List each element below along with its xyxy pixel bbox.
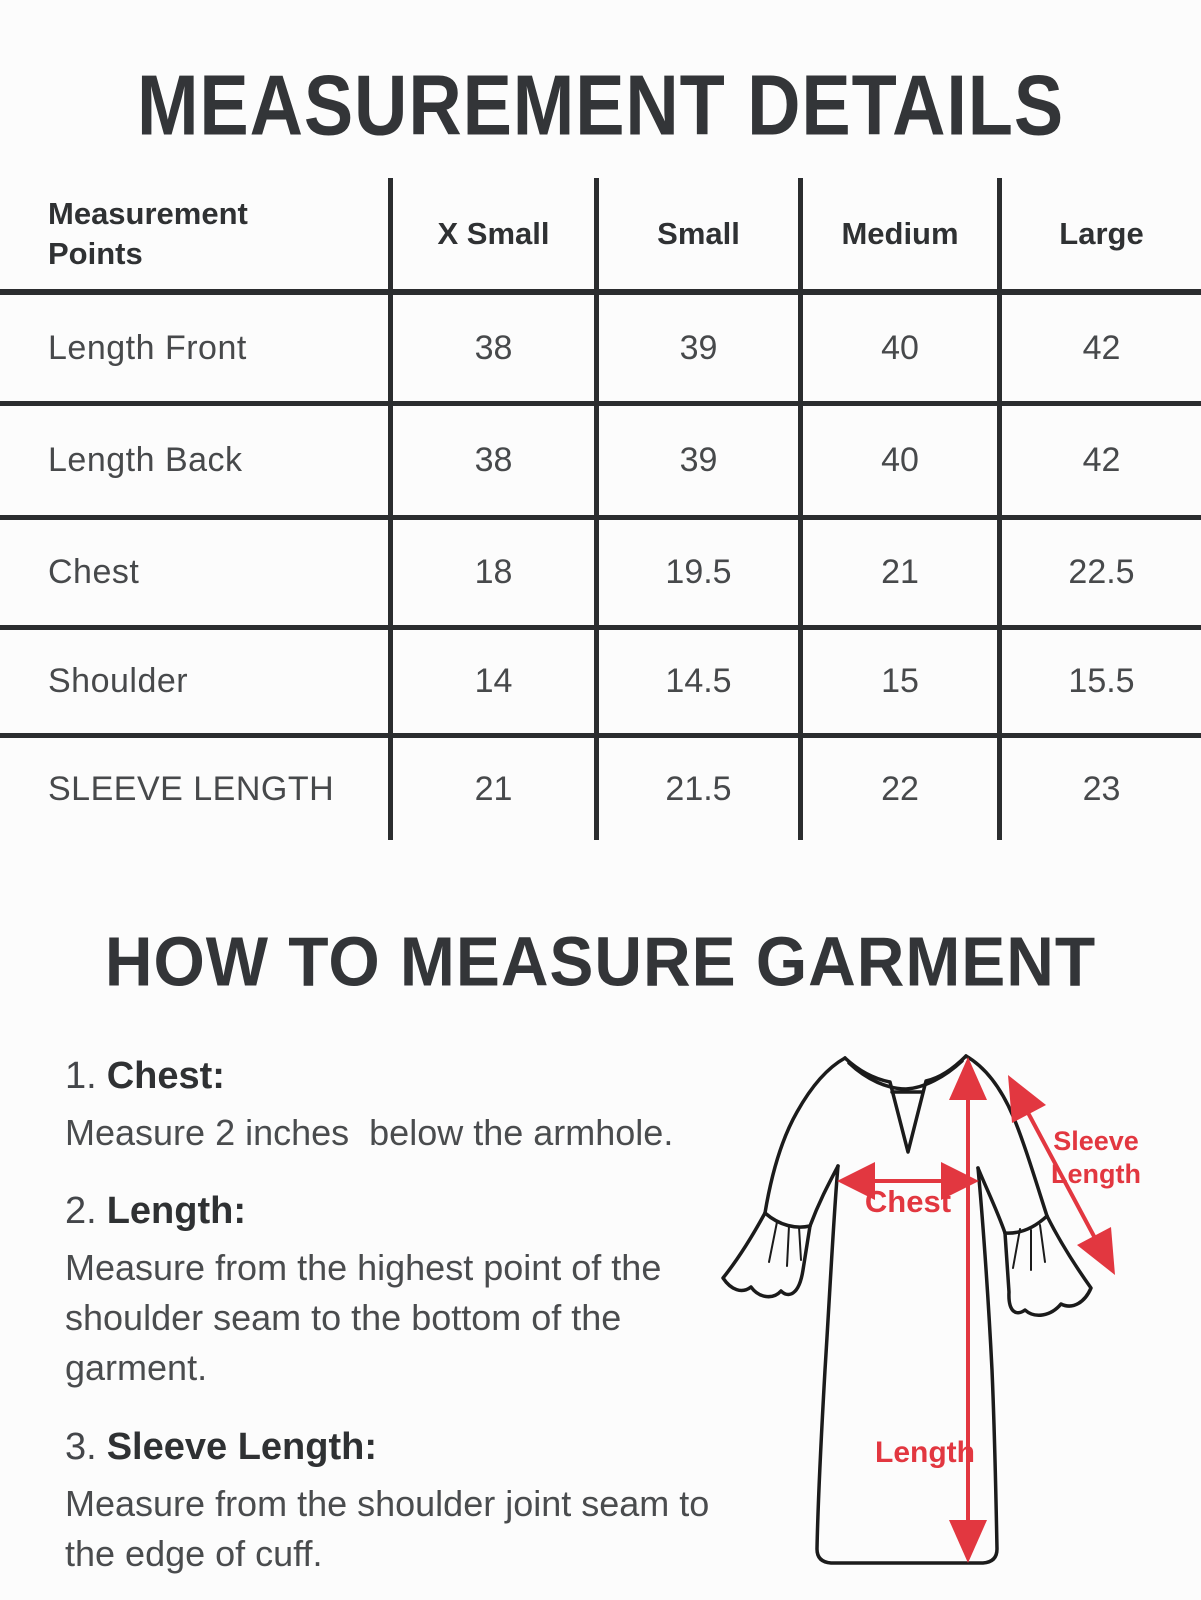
size-value: 38 — [388, 295, 594, 406]
garment-diagram — [695, 1030, 1155, 1590]
instruction-heading — [65, 1053, 673, 1099]
size-value: 15 — [798, 630, 997, 738]
size-value: 39 — [594, 406, 798, 520]
instruction-heading — [65, 1188, 670, 1234]
chest-label: Chest — [864, 1184, 952, 1219]
length-label: Length — [875, 1436, 975, 1469]
instruction-number: 3. — [65, 1426, 97, 1468]
size-value: 40 — [798, 406, 997, 520]
instruction-length — [65, 1188, 670, 1393]
size-value: 15.5 — [997, 630, 1201, 738]
size-value: 19.5 — [594, 520, 798, 630]
instruction-heading — [65, 1424, 715, 1470]
measurement-table — [0, 178, 1201, 840]
header-small: Small — [594, 178, 798, 295]
sleeve-length-label: Sleeve Length — [1051, 1126, 1141, 1189]
dress-illustration — [695, 1030, 1155, 1590]
instruction-title: Sleeve Length: — [106, 1426, 377, 1468]
header-medium: Medium — [798, 178, 997, 295]
row-label: Length Back — [0, 406, 388, 520]
row-label: Chest — [0, 520, 388, 630]
instruction-sleeve-length — [65, 1424, 720, 1579]
size-value: 14.5 — [594, 630, 798, 738]
size-value: 22.5 — [997, 520, 1201, 630]
instruction-title: Chest: — [106, 1055, 225, 1097]
size-value: 22 — [798, 738, 997, 840]
size-value: 39 — [594, 295, 798, 406]
instruction-number: 2. — [65, 1190, 97, 1232]
row-label: SLEEVE LENGTH — [48, 769, 335, 808]
instruction-body: Measure from the highest point of the shoulder seam to the bottom of the garment. — [65, 1247, 672, 1388]
header-x-small: X Small — [388, 178, 594, 295]
row-label: Length Front — [0, 295, 388, 406]
instruction-body: Measure from the shoulder joint seam to the edge of cuff. — [65, 1483, 720, 1574]
section-title: HOW TO MEASURE GARMENT — [104, 923, 1097, 1001]
size-value: 42 — [997, 295, 1201, 406]
instruction-number: 1. — [65, 1055, 97, 1097]
size-value: 21 — [798, 520, 997, 630]
page-title: MEASUREMENT DETAILS — [136, 57, 1065, 153]
header-large: Large — [997, 178, 1201, 295]
header-measurement-points: Measurement Points — [0, 178, 388, 295]
instruction-title: Length: — [106, 1190, 246, 1232]
length-arrow — [949, 1057, 987, 1563]
size-value: 21 — [388, 738, 594, 840]
size-value: 21.5 — [594, 738, 798, 840]
size-value: 42 — [997, 406, 1201, 520]
size-value: 40 — [798, 295, 997, 406]
size-value: 14 — [388, 630, 594, 738]
instruction-body: Measure 2 inches below the armhole. — [65, 1112, 674, 1153]
row-label: Shoulder — [0, 630, 388, 738]
size-value: 18 — [388, 520, 594, 630]
size-value: 38 — [388, 406, 594, 520]
size-value: 23 — [997, 738, 1201, 840]
instruction-chest — [65, 1053, 673, 1158]
